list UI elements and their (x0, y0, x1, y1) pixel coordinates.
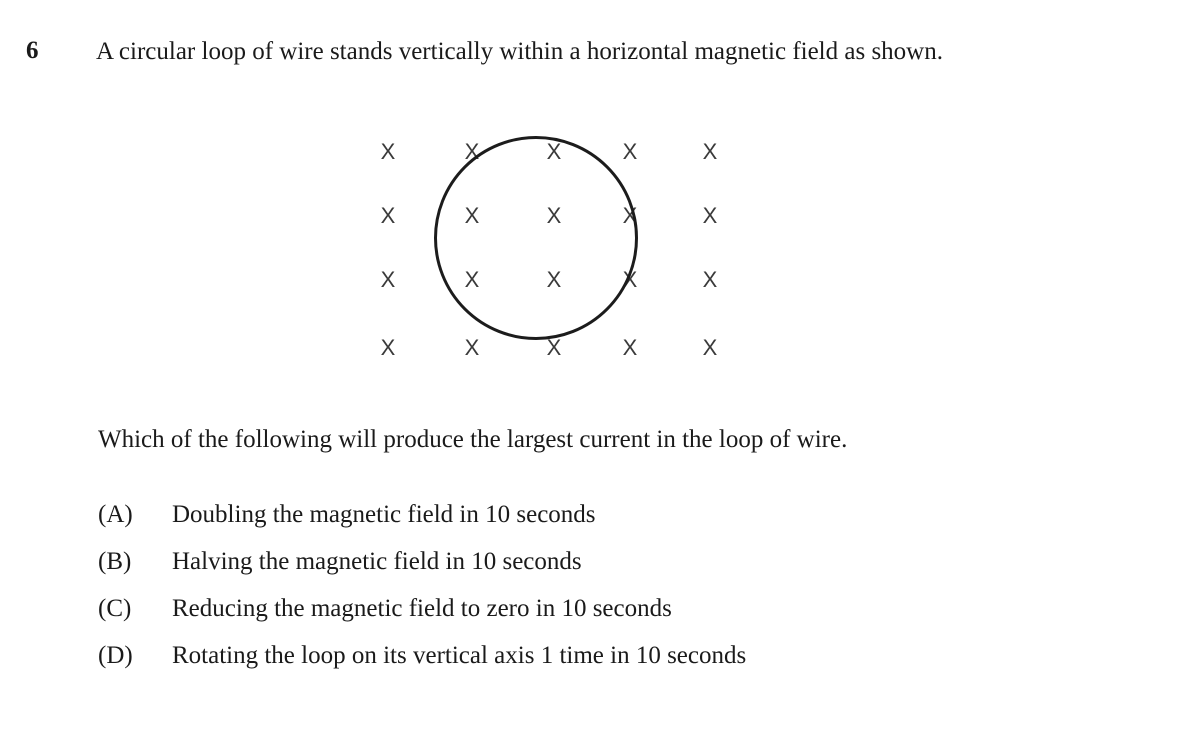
field-into-page-icon: X (546, 203, 562, 228)
field-into-page-icon: X (546, 139, 562, 164)
field-into-page-icon: X (380, 203, 396, 228)
option-label: (B) (98, 548, 132, 575)
answer-option-b[interactable] (98, 547, 1098, 577)
option-label: (D) (98, 642, 133, 669)
answer-option-a[interactable] (98, 500, 1098, 530)
answer-options-list (98, 500, 1098, 688)
question-number: 6 (26, 37, 39, 64)
field-into-page-icon: X (464, 335, 480, 360)
question-prompt: Which of the following will produce the largest current in the loop of wire. (98, 426, 848, 453)
wire-loop-circle (434, 136, 638, 340)
figure-container (340, 120, 760, 370)
field-into-page-icon: X (702, 203, 718, 228)
field-into-page-icon: X (622, 267, 638, 292)
field-into-page-icon: X (380, 139, 396, 164)
question-header (0, 36, 1180, 67)
field-into-page-icon: X (702, 139, 718, 164)
field-into-page-icon: X (622, 203, 638, 228)
option-text: Doubling the magnetic field in 10 seconds (172, 501, 596, 528)
field-into-page-icon: X (622, 335, 638, 360)
field-into-page-icon: X (380, 335, 396, 360)
field-into-page-icon: X (702, 335, 718, 360)
answer-option-d[interactable] (98, 641, 1098, 671)
field-into-page-icon: X (702, 267, 718, 292)
option-label: (C) (98, 595, 132, 622)
field-into-page-icon: X (546, 267, 562, 292)
option-text: Halving the magnetic field in 10 seconds (172, 548, 582, 575)
field-into-page-icon: X (464, 139, 480, 164)
answer-option-c[interactable] (98, 594, 1098, 624)
option-text: Rotating the loop on its vertical axis 1 time in 10 seconds (172, 642, 747, 669)
field-into-page-icon: X (464, 203, 480, 228)
field-into-page-icon: X (464, 267, 480, 292)
field-into-page-icon: X (380, 267, 396, 292)
option-label: (A) (98, 501, 133, 528)
question-stem: A circular loop of wire stands vertically within a horizontal magnetic field as shown. (96, 38, 943, 65)
field-into-page-icon: X (546, 335, 562, 360)
field-into-page-icon: X (622, 139, 638, 164)
option-text: Reducing the magnetic field to zero in 10 seconds (172, 595, 672, 622)
